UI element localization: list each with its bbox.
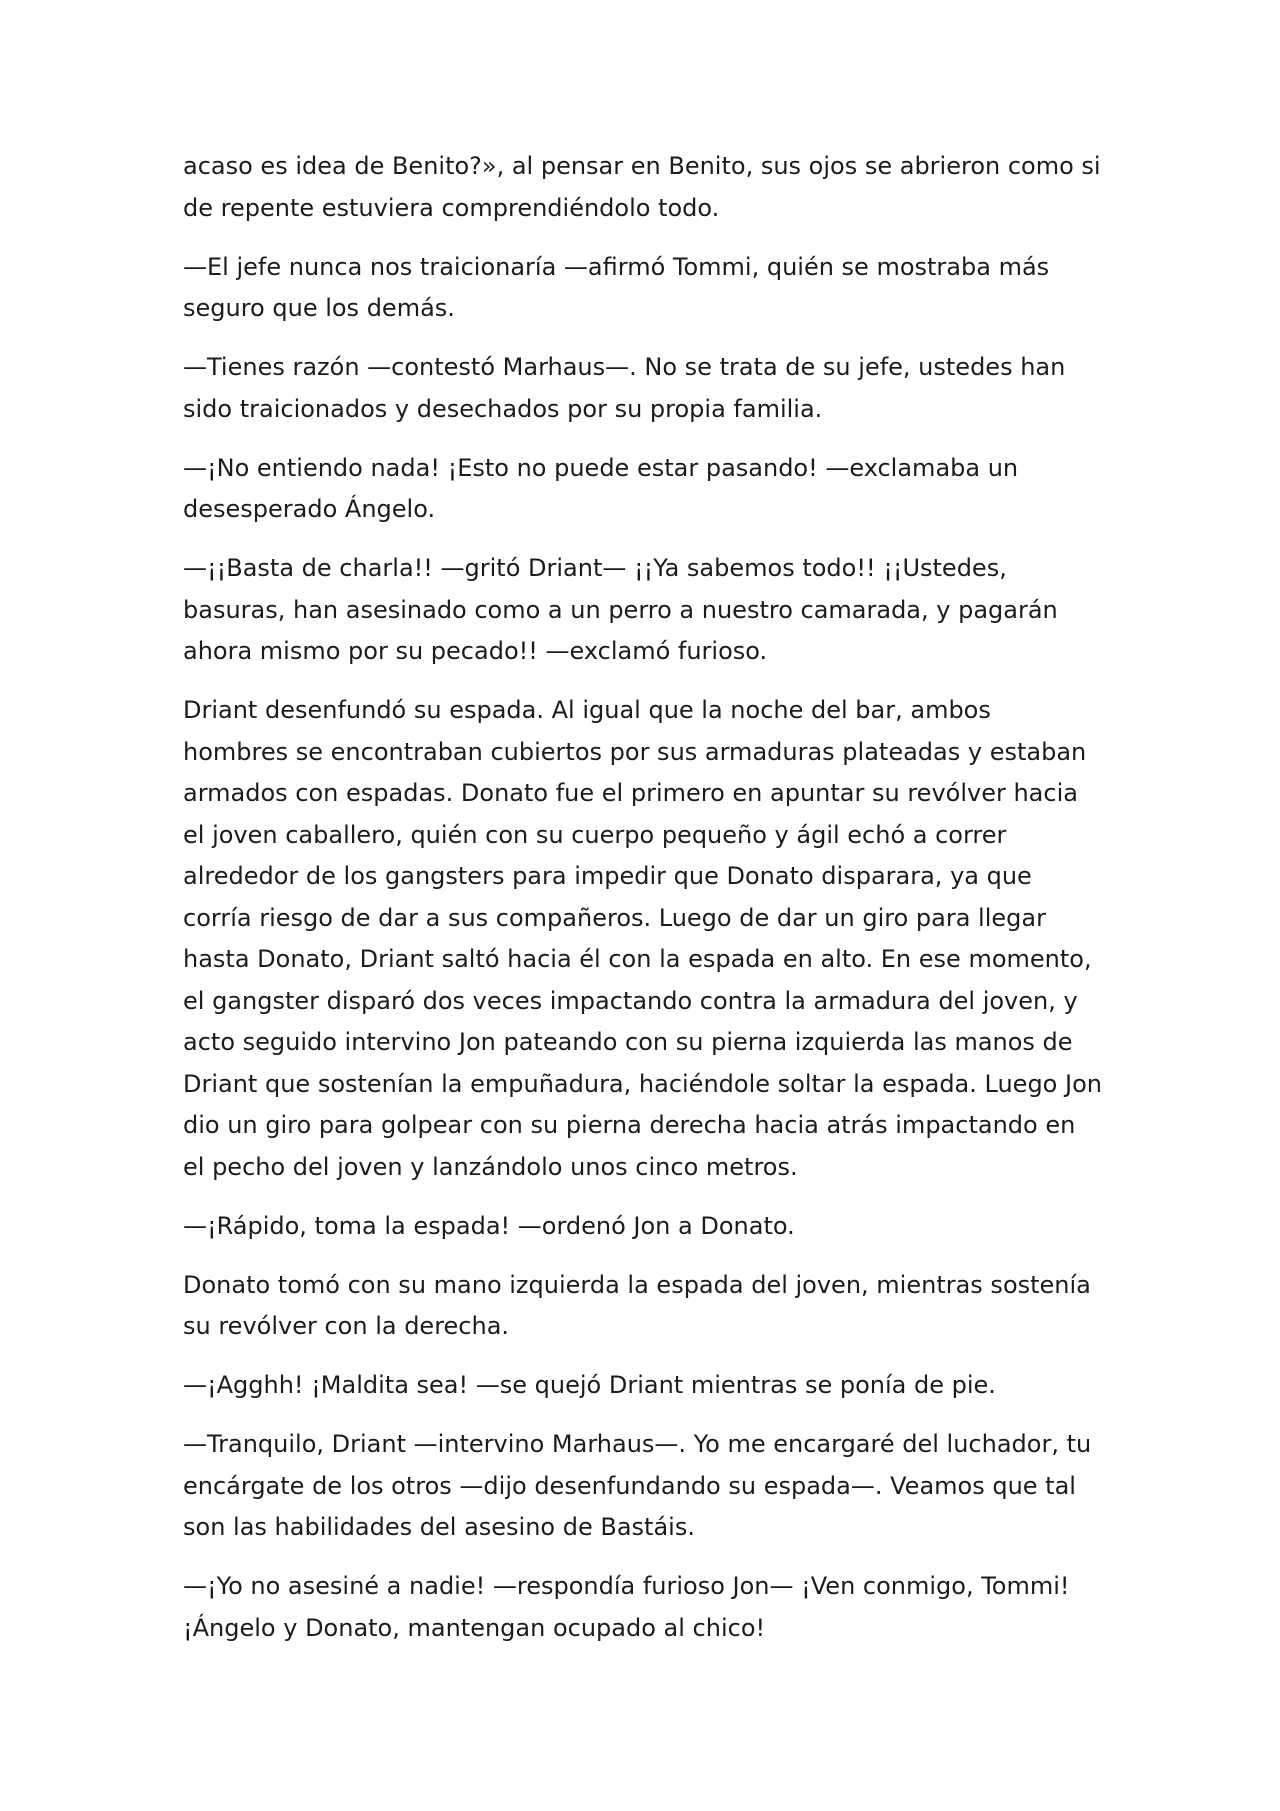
paragraph-11: —¡Yo no asesiné a nadie! —respondía furioso Jon— ¡Ven conmigo, Tommi! ¡Ángelo y Donato, mantengan ocupado al chico! — [183, 1572, 1070, 1642]
body-text — [183, 146, 1103, 1667]
paragraph-8: Donato tomó con su mano izquierda la espada del joven, mientras sostenía su revólver con la derecha. — [183, 1270, 1091, 1340]
paragraph-9: —¡Agghh! ¡Maldita sea! —se quejó Driant mientras se ponía de pie. — [183, 1371, 996, 1399]
paragraph-5: —¡¡Basta de charla!! —gritó Driant— ¡¡Ya sabemos todo!! ¡¡Ustedes, basuras, han asesinado como a un perro a nuestro camarada, y pagarán ahora mismo por su pecado!! —exclamó furioso. — [183, 554, 1058, 665]
paragraph-6: Driant desenfundó su espada. Al igual que la noche del bar, ambos hombres se encontraban cubiertos por sus armaduras plateadas y estaban armados con espadas. Donato fue el primero en apuntar su revólver hacia el joven caballero, quién con su cuerpo pequeño y ágil echó a correr alrededor de los gangsters para impedir que Donato disparara, ya que corría riesgo de dar a sus compañeros. Luego de dar un giro para llegar hasta Donato, Driant saltó hacia él con la espada en alto. En ese momento, el gangster disparó dos veces impactando contra la armadura del joven, y acto seguido intervino Jon pateando con su pierna izquierda las manos de Driant que sostenían la empuñadura, haciéndole soltar la espada. Luego Jon dio un giro para golpear con su pierna derecha hacia atrás impactando en el pecho del joven y lanzándolo unos cinco metros. — [183, 696, 1102, 1181]
paragraph-1: acaso es idea de Benito?», al pensar en Benito, sus ojos se abrieron como si de repente estuviera comprendiéndolo todo. — [183, 152, 1101, 222]
paragraph-7: —¡Rápido, toma la espada! —ordenó Jon a Donato. — [183, 1211, 795, 1240]
paragraph-2: —El jefe nunca nos traicionaría —afirmó Tommi, quién se mostraba más seguro que los demás. — [183, 252, 1050, 322]
paragraph-10: —Tranquilo, Driant —intervino Marhaus—. Yo me encargaré del luchador, tu encárgate de los otros —dijo desenfundando su espada—. Veamos que tal son las habilidades del asesino de Bastáis. — [183, 1430, 1092, 1541]
paragraph-3: —Tienes razón —contestó Marhaus—. No se trata de su jefe, ustedes han sido traicionados y desechados por su propia familia. — [183, 353, 1066, 423]
paragraph-4: —¡No entiendo nada! ¡Esto no puede estar pasando! —exclamaba un desesperado Ángelo. — [183, 453, 1019, 523]
